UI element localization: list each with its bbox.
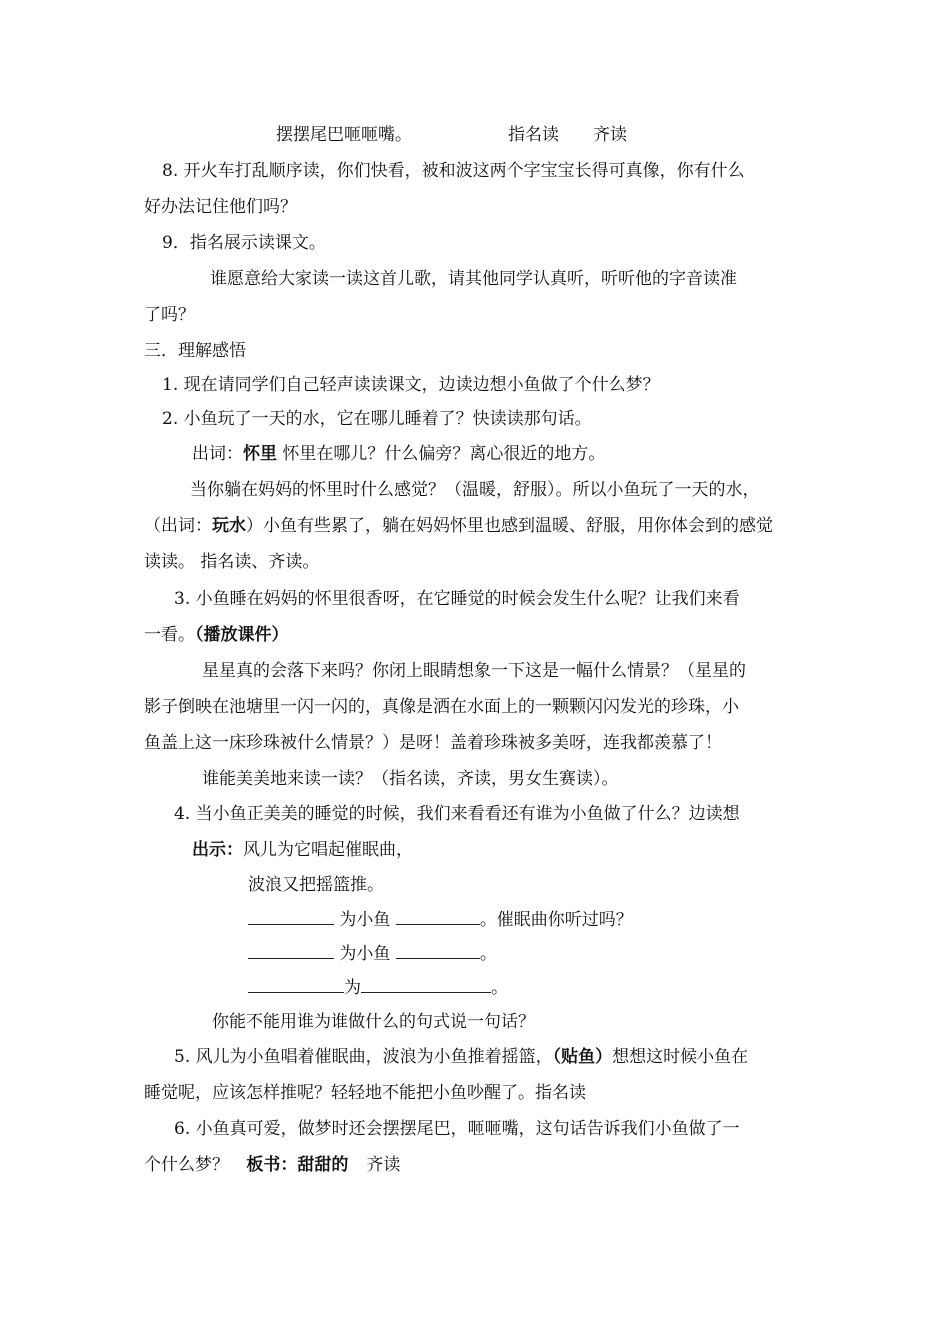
text-line	[192, 443, 605, 465]
fill-in-line	[248, 976, 508, 999]
line-text: 。	[479, 944, 497, 964]
text-line: 1. 现在请同学们自己轻声读读课文，边读边想小鱼做了个什么梦？	[162, 375, 660, 395]
text-line: 谁愿意给大家读一读这首儿歌，请其他同学认真听，听听他的字音读准	[210, 269, 737, 289]
text-line	[174, 1046, 748, 1068]
section-heading: 三．理解感悟	[144, 341, 246, 361]
text-line	[144, 515, 773, 537]
bold-word: 玩水	[212, 516, 246, 536]
line-text: 出词：	[192, 444, 243, 464]
line-text: 怀里在哪儿？什么偏旁？离心很近的地方。	[277, 444, 606, 464]
fill-in-line	[248, 908, 633, 931]
blank-underline	[396, 942, 480, 959]
bold-word: 出示：	[192, 840, 243, 860]
text-line: 读读。 指名读、齐读。	[144, 552, 320, 572]
text-line: 3. 小鱼睡在妈妈的怀里很香呀，在它睡觉的时候会发生什么呢？让我们来看	[174, 589, 740, 609]
blank-underline	[361, 976, 491, 993]
line-text: 想想这时候小鱼在	[612, 1047, 749, 1067]
bold-word: （贴鱼）	[552, 1047, 613, 1067]
text-line: 你能不能用谁为谁做什么的句式说一句话？	[212, 1012, 535, 1032]
text-line	[276, 124, 627, 146]
blank-underline	[248, 976, 344, 993]
text-line: 好办法记住他们吗？	[144, 197, 297, 217]
text-line	[144, 624, 289, 646]
line-text: 风儿为它唱起催眠曲，	[243, 840, 413, 860]
text-line: 9．指名展示读课文。	[162, 233, 326, 253]
text-line: 波浪又把摇篮推。	[248, 875, 384, 895]
blank-underline	[248, 908, 334, 925]
text-line	[192, 839, 413, 861]
text-line: 星星真的会落下来吗？你闭上眼睛想象一下这是一幅什么情景？（星星的	[202, 661, 746, 681]
blank-underline	[396, 908, 480, 925]
text-line: 4. 当小鱼正美美的睡觉的时候，我们来看看还有谁为小鱼做了什么？边读想	[174, 804, 740, 824]
text-line: 影子倒映在池塘里一闪一闪的，真像是洒在水面上的一颗颗闪闪发光的珍珠，小	[144, 697, 739, 717]
text-line: 6. 小鱼真可爱，做梦时还会摆摆尾巴，咂咂嘴，这句话告诉我们小鱼做了一	[174, 1119, 740, 1139]
text-line: 8. 开火车打乱顺序读，你们快看，被和波这两个字宝宝长得可真像，你有什么	[162, 161, 745, 181]
line-text: （出词：	[144, 516, 212, 536]
bold-word: 怀里	[243, 444, 277, 464]
bold-word: （播放课件）	[195, 625, 289, 645]
text-line: 谁能美美地来读一读？（指名读，齐读，男女生赛读）。	[202, 769, 619, 789]
line-text: 为小鱼	[334, 944, 396, 964]
line-text: 。催眠曲你听过吗？	[479, 910, 633, 930]
line-text: 一看。	[144, 625, 195, 645]
line-text: 指名读	[508, 125, 559, 145]
text-line: 2. 小鱼玩了一天的水，它在哪儿睡着了？快读读那句话。	[162, 409, 592, 429]
line-text: 个什么梦？	[144, 1155, 235, 1175]
bold-word: 板书：甜甜的	[246, 1155, 349, 1175]
text-line: 了吗？	[144, 305, 195, 325]
line-text: 齐读	[593, 125, 627, 145]
line-text: 。	[491, 978, 508, 998]
text-line: 睡觉呢，应该怎样推呢？轻轻地不能把小鱼吵醒了。指名读	[144, 1083, 586, 1103]
line-text: 摆摆尾巴咂咂嘴。	[276, 125, 412, 145]
fill-in-line	[248, 942, 497, 965]
line-text: 齐读	[366, 1155, 401, 1175]
blank-underline	[248, 942, 334, 959]
text-line	[144, 1154, 400, 1176]
line-text: ）小鱼有些累了，躺在妈妈怀里也感到温暖、舒服，用你体会到的感觉	[246, 516, 773, 536]
line-text: 为	[344, 978, 361, 998]
line-text: 5. 风儿为小鱼唱着催眠曲，波浪为小鱼推着摇篮，	[174, 1047, 553, 1067]
line-text: 为小鱼	[334, 910, 396, 930]
text-line: 当你躺在妈妈的怀里时什么感觉？（温暖，舒服）。所以小鱼玩了一天的水，	[190, 480, 760, 500]
text-line: 鱼盖上这一床珍珠被什么情景？）是呀！盖着珍珠被多美呀，连我都羡慕了！	[144, 733, 722, 753]
